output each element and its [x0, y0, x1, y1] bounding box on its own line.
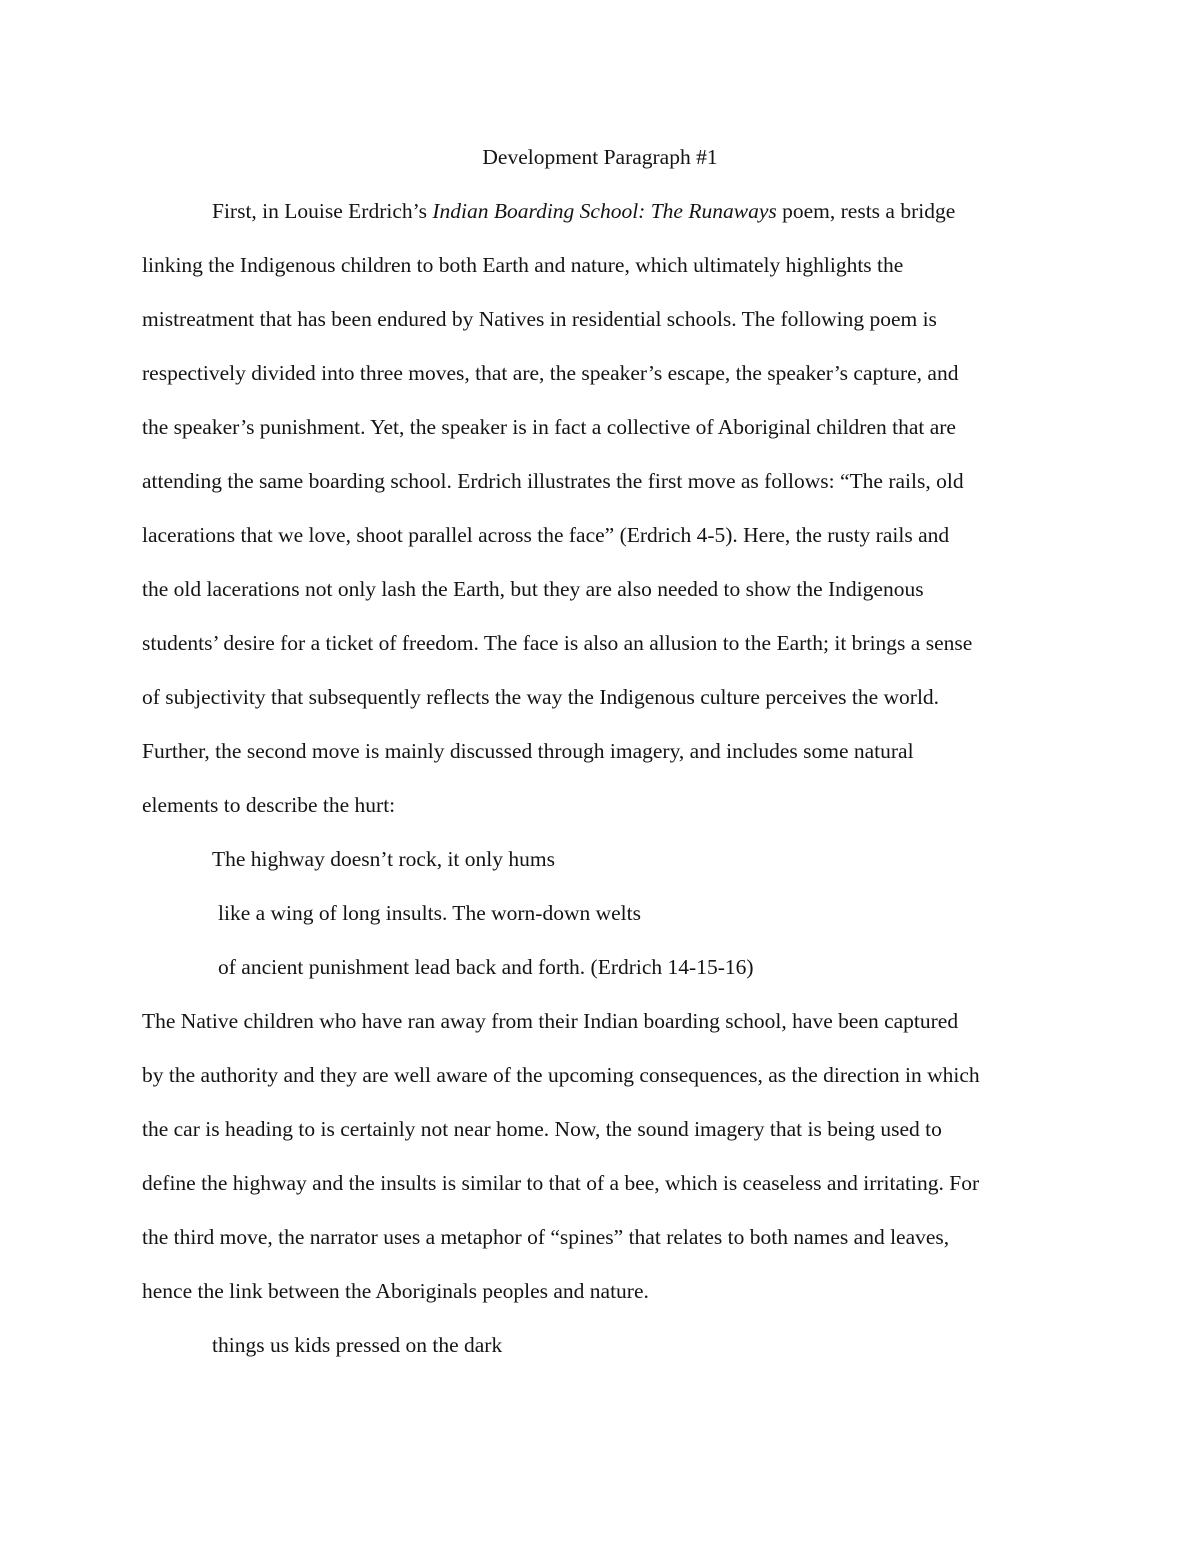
paragraph-line: by the authority and they are well aware of the upcoming consequences, as the direction in which	[142, 1063, 980, 1087]
paragraph-line: lacerations that we love, shoot parallel across the face” (Erdrich 4-5). Here, the rusty rails and	[142, 523, 950, 547]
paragraph-line: of subjectivity that subsequently reflects the way the Indigenous culture perceives the world.	[142, 685, 940, 709]
block-quote-line: things us kids pressed on the dark	[212, 1333, 503, 1357]
paragraph-line: the speaker’s punishment. Yet, the speaker is in fact a collective of Aboriginal children that are	[142, 415, 956, 439]
paragraph-line: respectively divided into three moves, that are, the speaker’s escape, the speaker’s capture, and	[142, 361, 959, 385]
block-quote-line: like a wing of long insults. The worn-down welts	[218, 901, 641, 925]
poem-title: Indian Boarding School: The Runaways	[432, 199, 777, 223]
paragraph-line	[212, 196, 955, 226]
text-run: First, in Louise Erdrich’s	[212, 199, 433, 223]
paragraph-line: the car is heading to is certainly not near home. Now, the sound imagery that is being used to	[142, 1117, 942, 1141]
paragraph-line: students’ desire for a ticket of freedom. The face is also an allusion to the Earth; it brings a sense	[142, 631, 973, 655]
block-quote-line: The highway doesn’t rock, it only hums	[212, 847, 555, 871]
paragraph-line: mistreatment that has been endured by Natives in residential schools. The following poem is	[142, 307, 937, 331]
paragraph-line: hence the link between the Aboriginals peoples and nature.	[142, 1279, 649, 1303]
paragraph-line: define the highway and the insults is similar to that of a bee, which is ceaseless and irritating. For	[142, 1171, 980, 1195]
paragraph-line: attending the same boarding school. Erdrich illustrates the first move as follows: “The rails, old	[142, 469, 964, 493]
text-run: poem, rests a bridge	[776, 199, 956, 223]
paragraph-line: the third move, the narrator uses a metaphor of “spines” that relates to both names and leaves,	[142, 1225, 950, 1249]
block-quote-line: of ancient punishment lead back and forth. (Erdrich 14-15-16)	[218, 955, 754, 979]
paragraph-line: The Native children who have ran away from their Indian boarding school, have been captured	[142, 1009, 959, 1033]
paragraph-line: Further, the second move is mainly discussed through imagery, and includes some natural	[142, 739, 914, 763]
paragraph-line: the old lacerations not only lash the Earth, but they are also needed to show the Indigenous	[142, 577, 924, 601]
paragraph-line: linking the Indigenous children to both Earth and nature, which ultimately highlights the	[142, 253, 904, 277]
paragraph-line: elements to describe the hurt:	[142, 793, 396, 817]
page-title: Development Paragraph #1	[482, 145, 718, 169]
